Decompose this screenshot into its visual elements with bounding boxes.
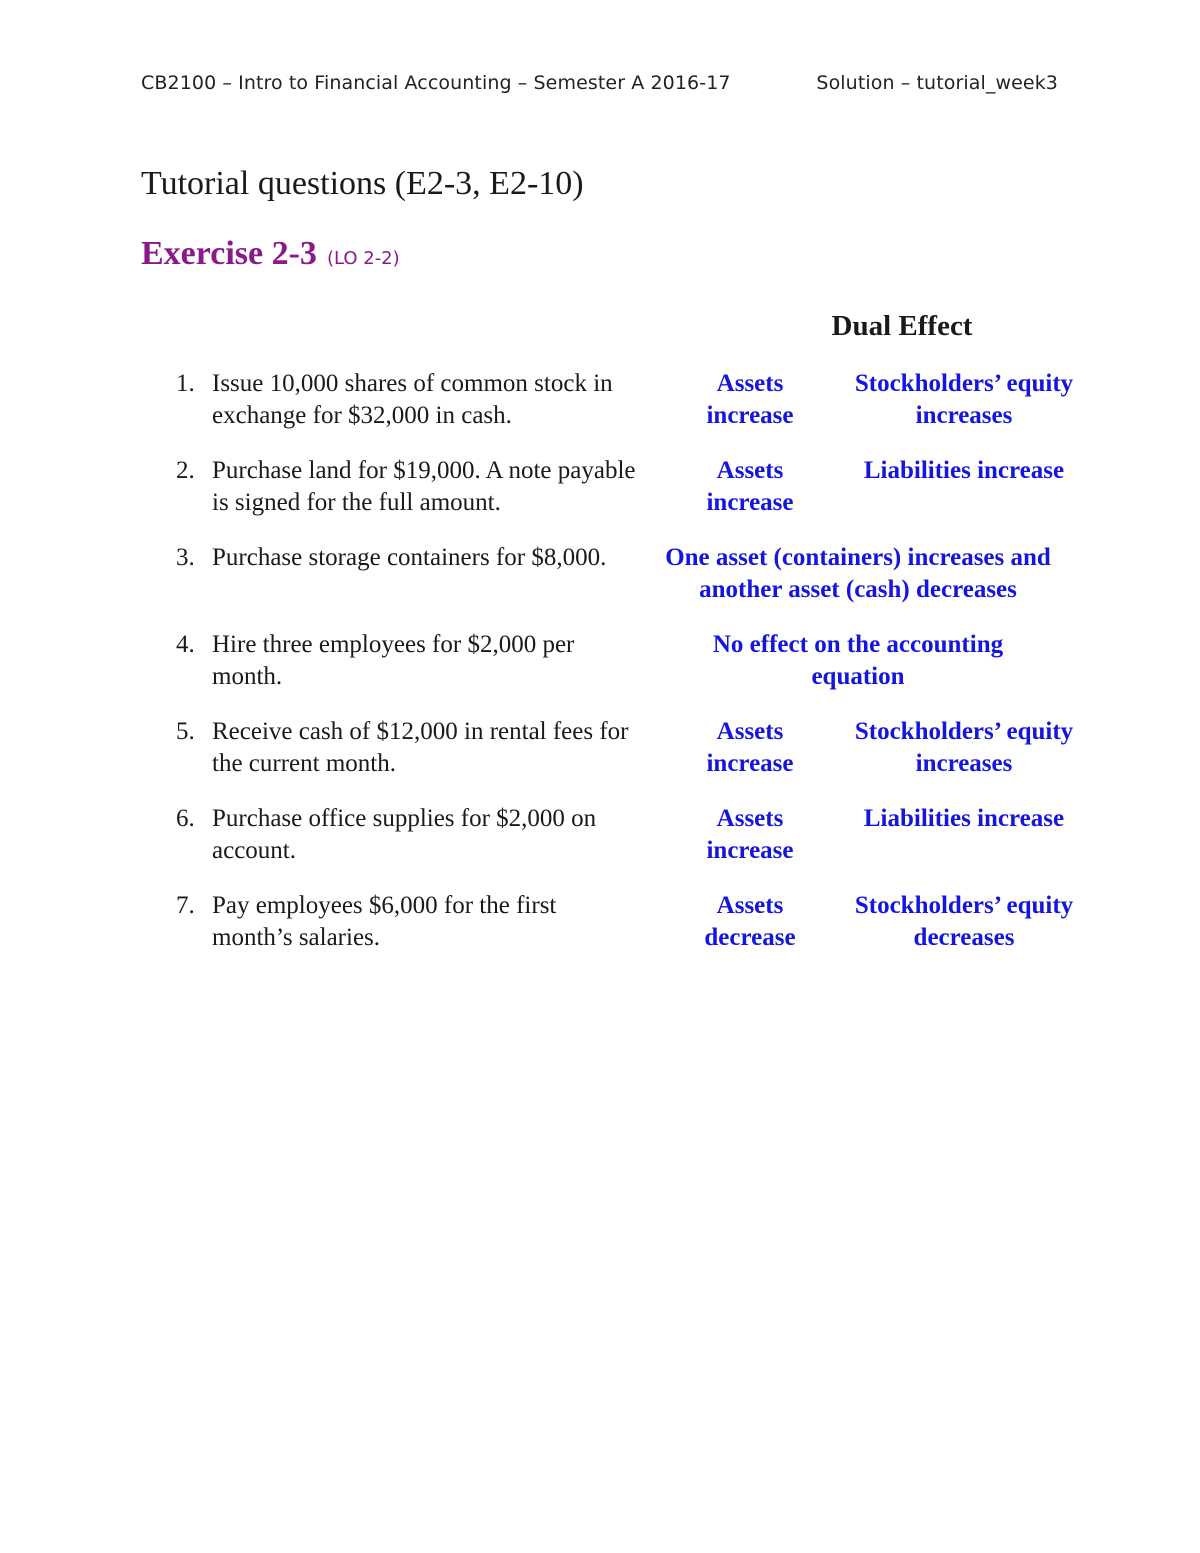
item-number: 4. <box>176 631 195 658</box>
item-description: Purchase storage containers for $8,000. <box>212 544 607 571</box>
page-title: Tutorial questions (E2-3, E2-10) <box>141 165 584 202</box>
learning-objective: (LO 2-2) <box>326 248 400 269</box>
item-number: 7. <box>176 892 195 919</box>
item-number: 3. <box>176 544 195 571</box>
effect-liabilities: Liabilities increase <box>863 457 1065 484</box>
item-number: 2. <box>176 457 195 484</box>
transaction-item-6 <box>0 803 1200 890</box>
effect-none: No effect on the accounting equation <box>712 631 1004 690</box>
item-number: 6. <box>176 805 195 832</box>
item-number: 1. <box>176 370 195 397</box>
transaction-item-7 <box>0 890 1200 977</box>
transaction-item-2 <box>0 455 1200 542</box>
effect-assets: Assets increase <box>706 457 794 516</box>
transaction-list <box>0 368 1200 977</box>
header-course: CB2100 – Intro to Financial Accounting – Semester A 2016-17 <box>141 72 731 94</box>
item-description: Issue 10,000 shares of common stock in exchange for $32,000 in cash. <box>212 370 613 429</box>
item-description: Purchase office supplies for $2,000 on account. <box>212 805 597 864</box>
effect-equity: Stockholders’ equity increases <box>854 718 1074 777</box>
header-solution: Solution – tutorial_week3 <box>816 72 1058 94</box>
effect-liabilities: Liabilities increase <box>863 805 1065 832</box>
item-description: Receive cash of $12,000 in rental fees for the current month. <box>212 718 629 777</box>
page-header <box>141 72 1058 94</box>
effect-equity: Stockholders’ equity increases <box>854 370 1074 429</box>
transaction-item-3 <box>0 542 1200 629</box>
exercise-heading <box>141 235 400 273</box>
effect-assets: Assets increase <box>706 370 794 429</box>
item-description: Pay employees $6,000 for the first month’s salaries. <box>212 892 557 951</box>
item-number: 5. <box>176 718 195 745</box>
item-description: Hire three employees for $2,000 per month. <box>212 631 575 690</box>
effect-equity: Stockholders’ equity decreases <box>854 892 1074 951</box>
transaction-item-5 <box>0 716 1200 803</box>
transaction-item-4 <box>0 629 1200 716</box>
dual-effect-heading: Dual Effect <box>831 310 973 342</box>
effect-assets: Assets decrease <box>704 892 796 951</box>
item-description: Purchase land for $19,000. A note payable is signed for the full amount. <box>212 457 636 516</box>
effect-combined: One asset (containers) increases and another asset (cash) decreases <box>665 544 1051 603</box>
effect-assets: Assets increase <box>706 718 794 777</box>
effect-assets: Assets increase <box>706 805 794 864</box>
transaction-item-1 <box>0 368 1200 455</box>
exercise-title: Exercise 2-3 <box>141 235 317 272</box>
